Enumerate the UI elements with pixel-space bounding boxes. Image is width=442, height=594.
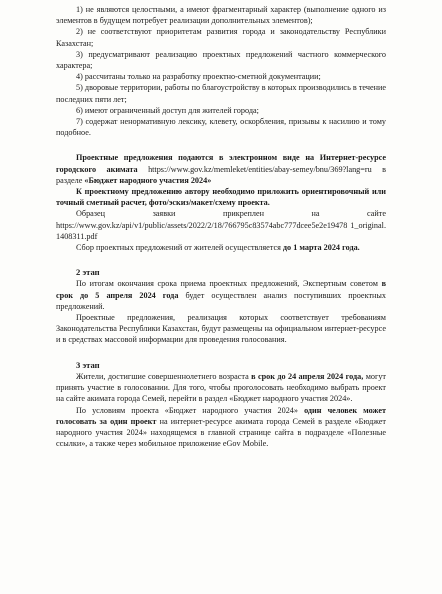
portal-link[interactable]: https://www.gov.kz/memleket/entities/abay-semey/bnu/369?lang=ru <box>148 164 372 174</box>
stage2-deadline: в срок до 5 апреля 2024 года <box>56 279 386 300</box>
list-item: 3) предусматривают реализацию проектных предложений частного коммерческого характера; <box>56 49 386 71</box>
list-item: 5) дворовые территории, работы по благоустройству в которых производились в течение последних пяти лет; <box>56 83 386 104</box>
list-item: 6) имеют ограниченный доступ для жителей города; <box>76 105 259 115</box>
section-name: «Бюджет народного участия 2024» <box>84 175 212 185</box>
stage2-section <box>56 267 386 345</box>
list-item: 7) содержат ненормативную лексику, клевету, оскорбления, призывы к насилию и тому подобное. <box>56 117 386 138</box>
attach-note: К проектному предложению автору необходимо приложить ориентировочный или точный сметный расчет, фото/эскиз/макет/схему проекта. <box>56 187 386 208</box>
sample-link[interactable]: https://www.gov.kz/api/v1/public/assets/2022/2/18/766795c83574abc777dcee5e2e19478 1_original.1408311.pdf <box>56 220 386 241</box>
submission-lead: Проектные предложения подаются в электронном виде на Интернет-ресурсе городского акимата <box>56 153 386 174</box>
stage2-paragraph-1 <box>56 278 386 312</box>
stage3-text-a: Жители, достигшие совершеннолетнего возраста <box>76 371 249 381</box>
stage2-text-a: По итогам окончания срока приема проектных предложений, Экспертным советом <box>76 279 378 289</box>
stage2-paragraph-2: Проектные предложения, реализация которых соответствует требованиям Законодательства Республики Казахстан, будут размещены на официальном интернет-ресурсе и в средствах массовой информации для проведения голосования. <box>56 313 386 345</box>
stage3-text-c: могут принять участие в голосовании. Для того, чтобы проголосовать необходимо выбрать проект на сайте акимата города Семей, перейти в раздел «Бюджет народного участия 2024». <box>56 371 387 404</box>
stage3-paragraph-1 <box>56 371 386 405</box>
stage2-heading: 2 этап <box>76 267 100 278</box>
stage3-paragraph-2 <box>56 405 386 450</box>
stage3-text2-c: на интернет-ресурсе акимата города Семей в разделе «Бюджет народного участия 2024» находящемся в главной странице сайта в подразделе «Полезные ссылки», а также через мобильное приложение eGov Mobile. <box>56 416 387 449</box>
stage2-text-c: будет осуществлен анализ поступивших проектных предложений. <box>56 290 386 311</box>
list-item: 4) рассчитаны только на разработку проектно-сметной документации; <box>76 72 321 82</box>
stage3-deadline: в срок до 24 апреля 2024 года, <box>251 371 364 381</box>
criteria-list <box>56 4 386 138</box>
stage3-heading: 3 этап <box>76 359 100 370</box>
section-prefix: в разделе <box>56 164 386 185</box>
list-item: 1) не являются целостными, а имеют фрагментарный характер (выполнение одного из элементов в будущем потребует реализации дополнительных элементов); <box>56 5 386 26</box>
stage3-text2-a: По условиям проекта «Бюджет народного участия 2024» <box>76 405 298 415</box>
collection-text: Сбор проектных предложений от жителей осуществляется <box>76 243 281 253</box>
collection-date: до 1 марта 2024 года. <box>282 243 360 253</box>
stage3-section <box>56 360 386 450</box>
collection-paragraph <box>56 242 386 253</box>
submission-section <box>56 152 386 253</box>
list-item: 2) не соответствуют приоритетам развития города и законодательству Республики Казахстан; <box>56 27 386 48</box>
submission-paragraph <box>56 152 386 186</box>
stage3-vote-rule: один человек может голосовать за один проект <box>56 405 386 426</box>
sample-label: Образец заявки прикреплен на сайте <box>76 209 386 219</box>
